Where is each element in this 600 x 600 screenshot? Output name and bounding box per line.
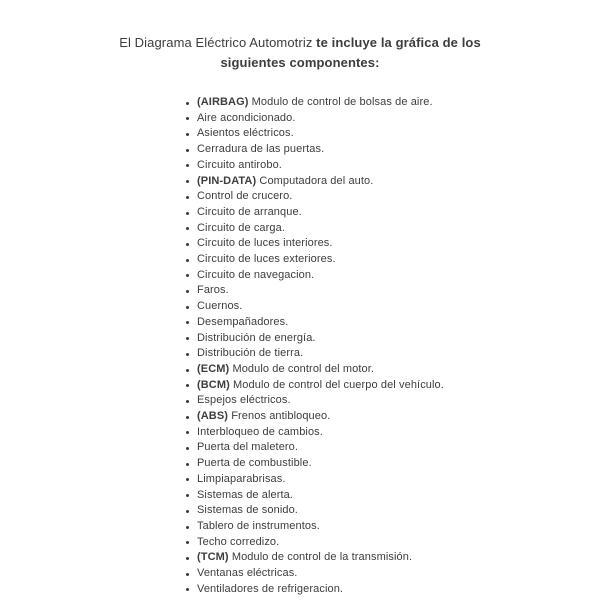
list-item [186,456,600,472]
list-item [186,425,600,441]
list-item-text: Limpiaparabrisas. [197,472,286,485]
list-item-text: Modulo de control del motor. [232,362,375,375]
list-item-text: Control de crucero. [197,190,293,203]
list-item [186,472,600,488]
list-item-text: Frenos antibloqueo. [231,410,331,423]
list-item-text: Desempañadores. [197,315,289,328]
list-item [186,346,600,362]
list-item [186,252,600,268]
list-item-text: Modulo de control de bolsas de aire. [251,96,433,108]
list-item-text: Computadora del auto. [259,174,374,187]
list-item [186,378,600,394]
list-item-text: Cuernos. [197,300,243,313]
list-item-text: Faros. [197,284,229,297]
list-item-acronym: (TCM) [197,551,232,564]
list-item-text: Puerta del maletero. [197,441,299,454]
list-item [186,535,600,551]
list-item-text: Tablero de instrumentos. [197,519,320,532]
list-item [186,283,600,299]
list-item [186,189,600,205]
list-item-text: Circuito de luces interiores. [197,237,333,250]
list-item [186,315,600,331]
list-item [186,393,600,409]
list-item [186,331,600,347]
list-item [186,503,600,519]
list-item-text: Ventiladores de refrigeracion. [197,582,344,595]
list-item-acronym: (BCM) [197,378,234,391]
component-list [0,95,600,598]
list-item-acronym: (AIRBAG) [197,96,252,108]
list-item-text: Aire acondicionado. [197,111,296,124]
list-item-text: Ventanas eléctricas. [197,567,298,580]
list-item [186,550,600,566]
list-item [186,95,600,111]
list-item-text: Espejos eléctricos. [197,394,291,407]
list-item [186,299,600,315]
page-title [90,33,510,73]
list-item-text: Sistemas de sonido. [197,504,298,517]
list-item-text: Puerta de combustible. [197,457,312,470]
list-item [186,440,600,456]
list-item-text: Circuito de carga. [197,221,286,234]
list-item-text: Distribución de tierra. [197,347,304,360]
list-item [186,174,600,190]
list-item-text: Modulo de control de la transmisión. [231,551,413,564]
list-item [186,519,600,535]
list-item-acronym: (ABS) [197,410,232,423]
list-item [186,488,600,504]
list-item [186,409,600,425]
list-item [186,126,600,142]
list-item [186,221,600,237]
list-item-text: Circuito antirobo. [197,158,282,171]
list-item [186,205,600,221]
list-item [186,236,600,252]
list-item [186,566,600,582]
list-item [186,582,600,598]
page-title-bold: te incluye la gráfica de los siguientes componentes: [220,35,481,70]
list-item-text: Interbloqueo de cambios. [197,425,323,438]
list-item-text: Techo corredizo. [197,535,280,548]
list-item-acronym: (PIN-DATA) [197,174,260,187]
page-title-regular: El Diagrama Eléctrico Automotriz [119,35,317,50]
list-item-acronym: (ECM) [197,362,233,375]
list-item-text: Distribución de energía. [197,331,316,344]
list-item-text: Modulo de control del cuerpo del vehículo. [233,378,444,391]
list-item [186,158,600,174]
list-item [186,111,600,127]
list-item-text: Cerradura de las puertas. [197,143,325,156]
list-item-text: Sistemas de alerta. [197,488,294,501]
list-item-text: Asientos eléctricos. [197,127,294,140]
list-item-text: Circuito de navegacion. [197,268,315,281]
list-item [186,362,600,378]
list-item [186,268,600,284]
list-item [186,142,600,158]
list-item-text: Circuito de arranque. [197,205,302,218]
list-item-text: Circuito de luces exteriores. [197,253,336,266]
